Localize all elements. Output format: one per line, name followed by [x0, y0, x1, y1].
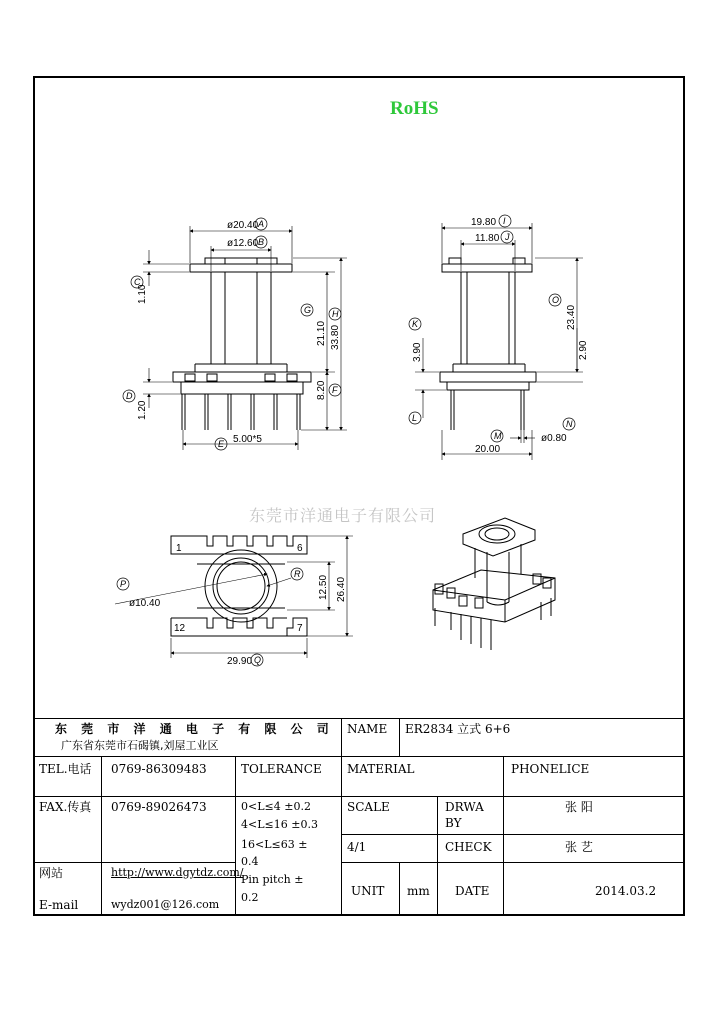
tag-f: F	[332, 385, 338, 395]
tag-j: J	[505, 232, 510, 242]
email-value: wydz001@126.com	[111, 898, 220, 911]
tag-b: B	[258, 237, 265, 247]
tag-n: N	[566, 419, 573, 429]
dim-front-base-h: 8.20	[316, 380, 327, 400]
unit-value: mm	[407, 884, 430, 898]
tag-l: L	[412, 413, 418, 423]
tag-a: A	[258, 219, 265, 229]
side-view	[415, 223, 583, 460]
isometric-view	[433, 518, 555, 650]
web-label: 网站	[39, 866, 64, 880]
dim-top-inner-h: 12.50	[318, 574, 329, 600]
drawn-label-2: BY	[445, 816, 462, 830]
dim-side-pin-d: ø0.80	[541, 433, 567, 444]
scale-label: SCALE	[347, 800, 390, 814]
tolerance-row-2: 4<L≤16 ±0.3	[241, 818, 318, 831]
drawn-label: DRWA	[445, 800, 484, 814]
tag-k: K	[412, 319, 419, 329]
date-value: 2014.03.2	[595, 884, 657, 898]
pin-label-7: 7	[297, 623, 303, 634]
dim-front-total-h: 33.80	[330, 324, 341, 350]
tag-r: R	[294, 569, 301, 579]
tolerance-row-4: Pin pitch ±	[241, 873, 304, 886]
check-label: CHECK	[445, 840, 492, 854]
dim-top-bore: ø10.40	[129, 598, 161, 609]
dim-front-winding-h: 21.10	[316, 320, 327, 346]
watermark: 东莞市洋通电子有限公司	[249, 506, 437, 525]
technical-drawing	[35, 78, 683, 718]
tel-label: TEL.电话	[39, 762, 92, 776]
tag-m: M	[494, 431, 502, 441]
tolerance-label: TOLERANCE	[241, 762, 322, 776]
dim-front-bottom-h: 1.20	[137, 400, 148, 420]
name-value: ER2834 立式 6+6	[405, 722, 511, 736]
dim-side-core-w: 11.80	[475, 233, 500, 244]
drawn-value: 张 阳	[565, 800, 593, 814]
dim-side-flange-w: 19.80	[471, 217, 497, 228]
tag-d: D	[126, 391, 133, 401]
tag-p: P	[120, 579, 127, 589]
tag-c: C	[134, 277, 141, 287]
company-address: 广东省东莞市石碣镇,刘屋工业区	[61, 739, 219, 752]
dim-front-flange: ø20.40	[227, 220, 259, 231]
material-value: PHONELICE	[511, 762, 590, 776]
company-name: 东 莞 市 洋 通 电 子 有 限 公 司	[55, 722, 334, 736]
tolerance-row-3b: 0.4	[241, 855, 259, 868]
dim-top-outer-h: 26.40	[336, 576, 347, 602]
email-label: E-mail	[39, 898, 79, 912]
dim-side-base-w: 20.00	[475, 444, 501, 455]
tel-value: 0769-86309483	[111, 762, 207, 776]
material-label: MATERIAL	[347, 762, 415, 776]
name-label: NAME	[347, 722, 388, 736]
title-block	[35, 718, 683, 914]
fax-label: FAX.传真	[39, 800, 92, 814]
web-link[interactable]: http://www.dgytdz.com/	[111, 866, 244, 879]
rohs-label: RoHS	[390, 98, 439, 119]
dim-front-flange-h: 1.10	[137, 284, 148, 304]
drawing-frame	[33, 76, 685, 916]
date-label: DATE	[455, 884, 490, 898]
tag-g: G	[304, 305, 312, 315]
tolerance-row-1: 0<L≤4 ±0.2	[241, 800, 311, 813]
pin-label-1: 1	[176, 543, 182, 554]
tag-o: O	[552, 295, 560, 305]
dim-front-core: ø12.60	[227, 238, 259, 249]
dim-side-base-top: 2.90	[578, 340, 589, 360]
dimension-labels	[117, 215, 589, 667]
pin-label-12: 12	[174, 623, 186, 634]
fax-value: 0769-89026473	[111, 800, 207, 814]
dim-side-total-h: 23.40	[566, 304, 577, 330]
dim-front-pitch: 5.00*5	[233, 434, 262, 445]
tolerance-row-3: 16<L≤63 ±	[241, 838, 308, 851]
tag-h: H	[332, 309, 339, 319]
tag-i: I	[503, 216, 506, 226]
scale-value: 4/1	[347, 840, 367, 854]
pin-label-6: 6	[297, 543, 303, 554]
tag-q: Q	[254, 655, 262, 665]
tolerance-row-4b: 0.2	[241, 891, 259, 904]
dim-top-width: 29.90	[227, 656, 253, 667]
tag-e: E	[218, 439, 225, 449]
check-value: 张 艺	[565, 840, 593, 854]
dim-side-pin-off: 3.90	[412, 342, 423, 362]
unit-label: UNIT	[351, 884, 385, 898]
